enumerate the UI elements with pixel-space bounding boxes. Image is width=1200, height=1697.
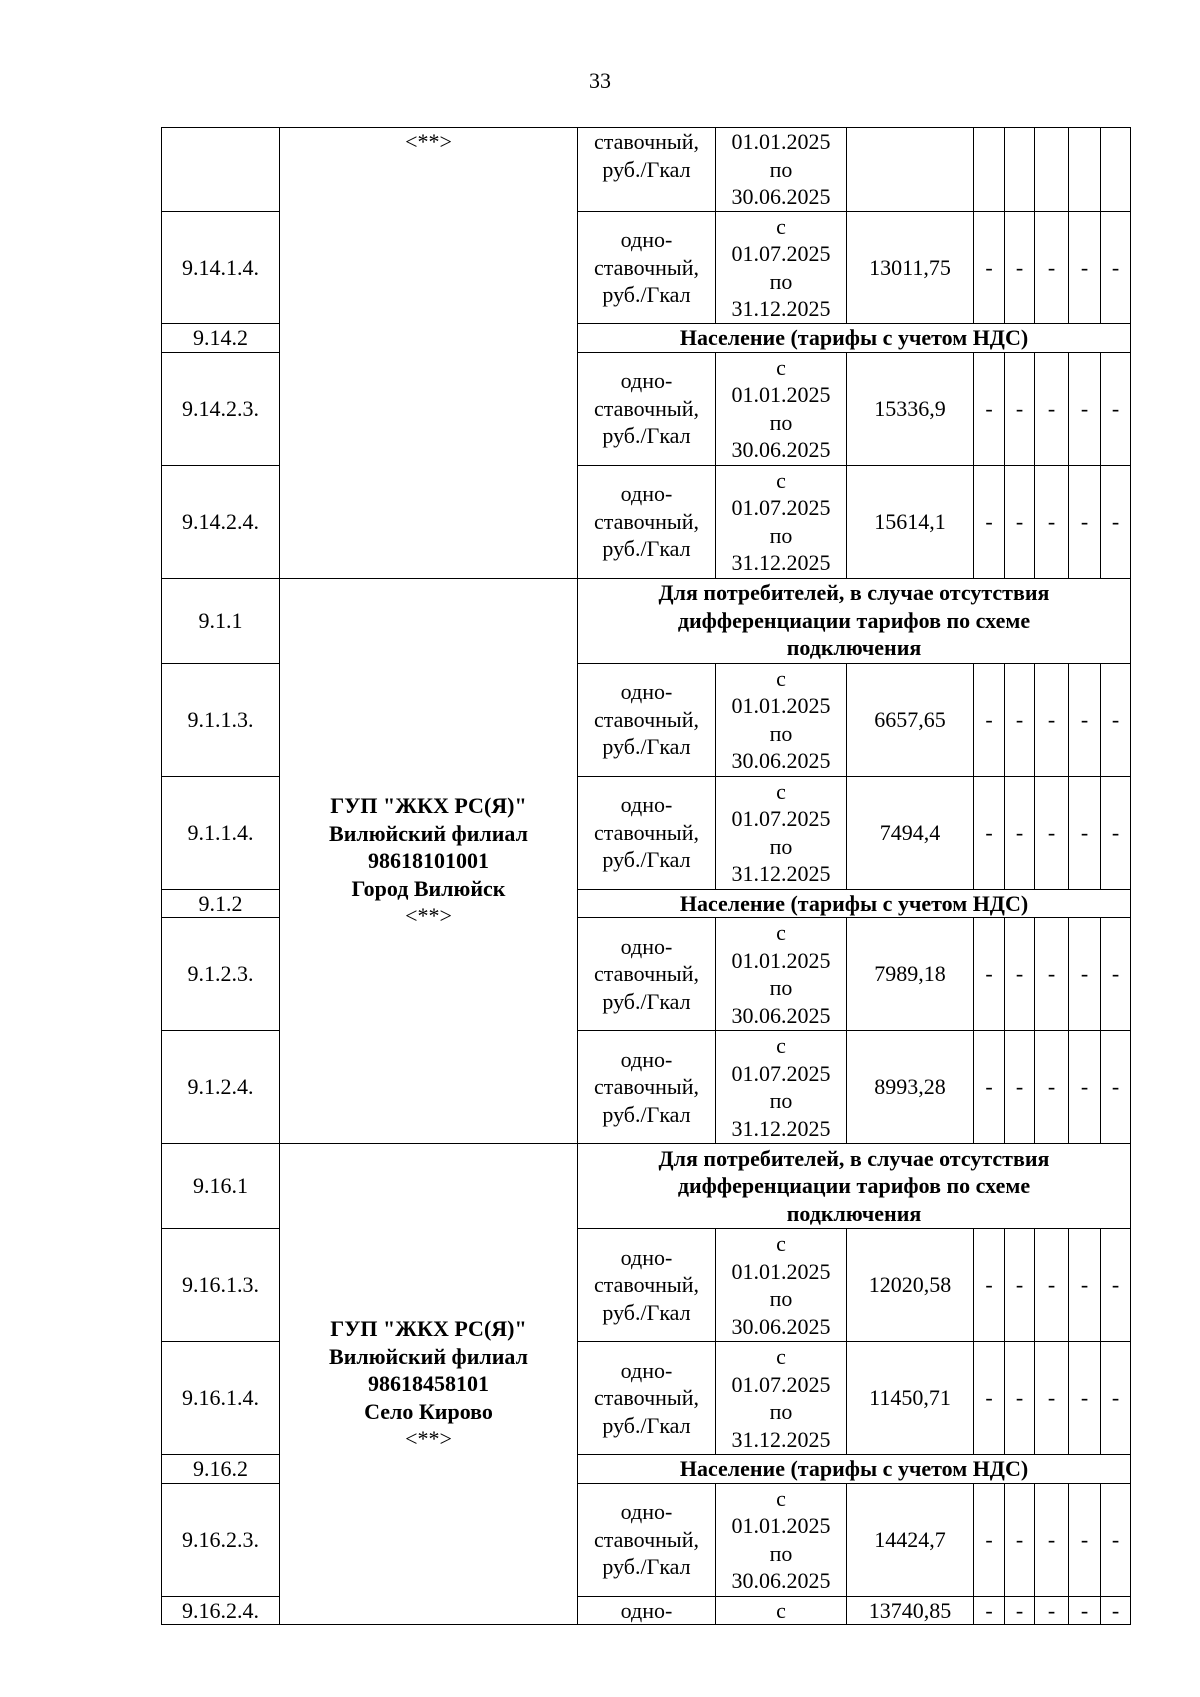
dash-cell: -: [1035, 1031, 1069, 1144]
org-line: 98618458101: [368, 1371, 489, 1397]
org-line: 98618101001: [368, 848, 489, 873]
org-cell: [280, 128, 578, 579]
tariff-period: с 01.07.2025 по 31.12.2025: [716, 465, 847, 578]
row-id: 9.1.2: [162, 889, 280, 918]
tariff-type: одно- ставочный, руб./Гкал: [578, 1342, 716, 1455]
org-line: Вилюйский филиал: [329, 1343, 528, 1369]
dash-cell: -: [1101, 212, 1131, 324]
dash-cell: -: [1005, 1031, 1035, 1144]
tariff-type: одно- ставочный, руб./Гкал: [578, 663, 716, 776]
dash-cell: -: [974, 352, 1005, 465]
row-id: 9.14.2: [162, 324, 280, 353]
dash-cell: -: [1035, 663, 1069, 776]
dash-cell: -: [974, 1483, 1005, 1596]
dash-cell: -: [1101, 1342, 1131, 1455]
org-cell: [280, 1144, 578, 1625]
tariff-type: одно- ставочный, руб./Гкал: [578, 1229, 716, 1342]
dash-cell: -: [974, 918, 1005, 1031]
row-id: 9.16.2: [162, 1455, 280, 1484]
tariff-type: одно- ставочный, руб./Гкал: [578, 465, 716, 578]
row-id: 9.14.2.4.: [162, 465, 280, 578]
tariff-period: с 01.07.2025 по 31.12.2025: [716, 776, 847, 889]
dash-cell: -: [1005, 1342, 1035, 1455]
dash-cell: -: [1069, 1483, 1101, 1596]
dash-cell: -: [1069, 1596, 1101, 1625]
dash-cell: -: [1005, 918, 1035, 1031]
tariff-type: ставочный, руб./Гкал: [578, 128, 716, 212]
dash-cell: -: [1035, 1229, 1069, 1342]
dash-cell: -: [974, 212, 1005, 324]
row-id: 9.16.2.4.: [162, 1596, 280, 1625]
table-row: [162, 1144, 1131, 1229]
tariff-period: с 01.01.2025 по 30.06.2025: [716, 352, 847, 465]
org-line: Город Вилюйск: [351, 875, 506, 901]
dash-cell: -: [974, 1342, 1005, 1455]
row-id: 9.1.1.3.: [162, 663, 280, 776]
row-id: 9.16.1.4.: [162, 1342, 280, 1455]
tariff-type: одно- ставочный, руб./Гкал: [578, 352, 716, 465]
dash-cell: -: [1035, 1483, 1069, 1596]
dash-cell: -: [1005, 663, 1035, 776]
dash-cell: -: [1035, 212, 1069, 324]
tariff-type: одно-: [578, 1596, 716, 1625]
tariff-period: 01.01.2025 по 30.06.2025: [716, 128, 847, 212]
dash-cell: -: [1005, 352, 1035, 465]
tariff-value: 15336,9: [847, 352, 974, 465]
org-line: <**>: [405, 903, 452, 928]
tariff-value: 11450,71: [847, 1342, 974, 1455]
tariff-value: 15614,1: [847, 465, 974, 578]
table-row: [162, 578, 1131, 663]
section-header: Население (тарифы с учетом НДС): [578, 889, 1131, 918]
dash-cell: -: [974, 663, 1005, 776]
tariff-period: с 01.07.2025 по 31.12.2025: [716, 1342, 847, 1455]
org-line: <**>: [405, 1426, 452, 1452]
tariff-table: [161, 127, 1131, 1625]
row-id: 9.14.2.3.: [162, 352, 280, 465]
org-line: Село Кирово: [364, 1398, 493, 1424]
tariff-period: с 01.07.2025 по 31.12.2025: [716, 212, 847, 324]
org-line: ГУП "ЖКХ РС(Я)": [330, 793, 527, 818]
dash-cell: -: [974, 776, 1005, 889]
dash-cell: -: [1035, 776, 1069, 889]
dash-cell: -: [974, 465, 1005, 578]
dash-cell: -: [1069, 352, 1101, 465]
section-header: Для потребителей, в случае отсутствия дифференциации тарифов по схеме подключения: [578, 578, 1131, 663]
section-header: Население (тарифы с учетом НДС): [578, 1455, 1131, 1484]
dash-cell: -: [974, 1596, 1005, 1625]
tariff-period: с 01.01.2025 по 30.06.2025: [716, 663, 847, 776]
tariff-type: одно- ставочный, руб./Гкал: [578, 1031, 716, 1144]
dash-cell: -: [1069, 918, 1101, 1031]
dash-cell: -: [1101, 1483, 1131, 1596]
tariff-value: 7494,4: [847, 776, 974, 889]
dash-cell: -: [974, 1031, 1005, 1144]
dash-cell: -: [1069, 212, 1101, 324]
empty-cell: [1101, 128, 1131, 212]
dash-cell: -: [1101, 663, 1131, 776]
tariff-value: 13011,75: [847, 212, 974, 324]
tariff-period: с 01.01.2025 по 30.06.2025: [716, 1229, 847, 1342]
tariff-value: 12020,58: [847, 1229, 974, 1342]
tariff-value: 14424,7: [847, 1483, 974, 1596]
dash-cell: -: [1069, 465, 1101, 578]
section-header: Для потребителей, в случае отсутствия дифференциации тарифов по схеме подключения: [578, 1144, 1131, 1229]
dash-cell: -: [1101, 1229, 1131, 1342]
row-id: 9.1.2.3.: [162, 918, 280, 1031]
dash-cell: -: [1069, 663, 1101, 776]
dash-cell: -: [1101, 352, 1131, 465]
row-id: 9.1.1.4.: [162, 776, 280, 889]
dash-cell: -: [1069, 1031, 1101, 1144]
dash-cell: -: [1005, 776, 1035, 889]
row-id: 9.16.1: [162, 1144, 280, 1229]
dash-cell: -: [1035, 465, 1069, 578]
org-line: ГУП "ЖКХ РС(Я)": [330, 1316, 527, 1342]
dash-cell: -: [1069, 1229, 1101, 1342]
empty-cell: [1069, 128, 1101, 212]
tariff-type: одно- ставочный, руб./Гкал: [578, 212, 716, 324]
row-id: 9.1.1: [162, 578, 280, 663]
dash-cell: -: [974, 1229, 1005, 1342]
dash-cell: -: [1101, 465, 1131, 578]
tariff-value: 8993,28: [847, 1031, 974, 1144]
dash-cell: -: [1005, 1596, 1035, 1625]
dash-cell: -: [1101, 1596, 1131, 1625]
dash-cell: -: [1035, 918, 1069, 1031]
tariff-value: 13740,85: [847, 1596, 974, 1625]
page-number: 33: [589, 68, 611, 93]
tariff-value: [847, 128, 974, 212]
tariff-type: одно- ставочный, руб./Гкал: [578, 776, 716, 889]
tariff-value: 6657,65: [847, 663, 974, 776]
empty-cell: [974, 128, 1005, 212]
dash-cell: -: [1069, 776, 1101, 889]
org-line: Вилюйский филиал: [329, 820, 528, 846]
dash-cell: -: [1005, 465, 1035, 578]
dash-cell: -: [1101, 918, 1131, 1031]
tariff-period: с 01.01.2025 по 30.06.2025: [716, 1483, 847, 1596]
section-header: Население (тарифы с учетом НДС): [578, 324, 1131, 353]
dash-cell: -: [1101, 1031, 1131, 1144]
dash-cell: -: [1035, 1342, 1069, 1455]
tariff-period: с 01.07.2025 по 31.12.2025: [716, 1031, 847, 1144]
tariff-value: 7989,18: [847, 918, 974, 1031]
empty-cell: [1005, 128, 1035, 212]
row-id: 9.1.2.4.: [162, 1031, 280, 1144]
dash-cell: -: [1101, 776, 1131, 889]
tariff-period: с: [716, 1596, 847, 1625]
dash-cell: -: [1005, 212, 1035, 324]
tariff-type: одно- ставочный, руб./Гкал: [578, 918, 716, 1031]
dash-cell: -: [1005, 1229, 1035, 1342]
empty-cell: [1035, 128, 1069, 212]
table-row: [162, 128, 1131, 212]
tariff-type: одно- ставочный, руб./Гкал: [578, 1483, 716, 1596]
row-id: 9.14.1.4.: [162, 212, 280, 324]
dash-cell: -: [1035, 352, 1069, 465]
row-id: 9.16.1.3.: [162, 1229, 280, 1342]
dash-cell: -: [1005, 1483, 1035, 1596]
dash-cell: -: [1035, 1596, 1069, 1625]
tariff-period: с 01.01.2025 по 30.06.2025: [716, 918, 847, 1031]
dash-cell: -: [1069, 1342, 1101, 1455]
org-cell: [280, 578, 578, 1144]
row-id: [162, 128, 280, 212]
org-line: <**>: [405, 129, 452, 154]
row-id: 9.16.2.3.: [162, 1483, 280, 1596]
